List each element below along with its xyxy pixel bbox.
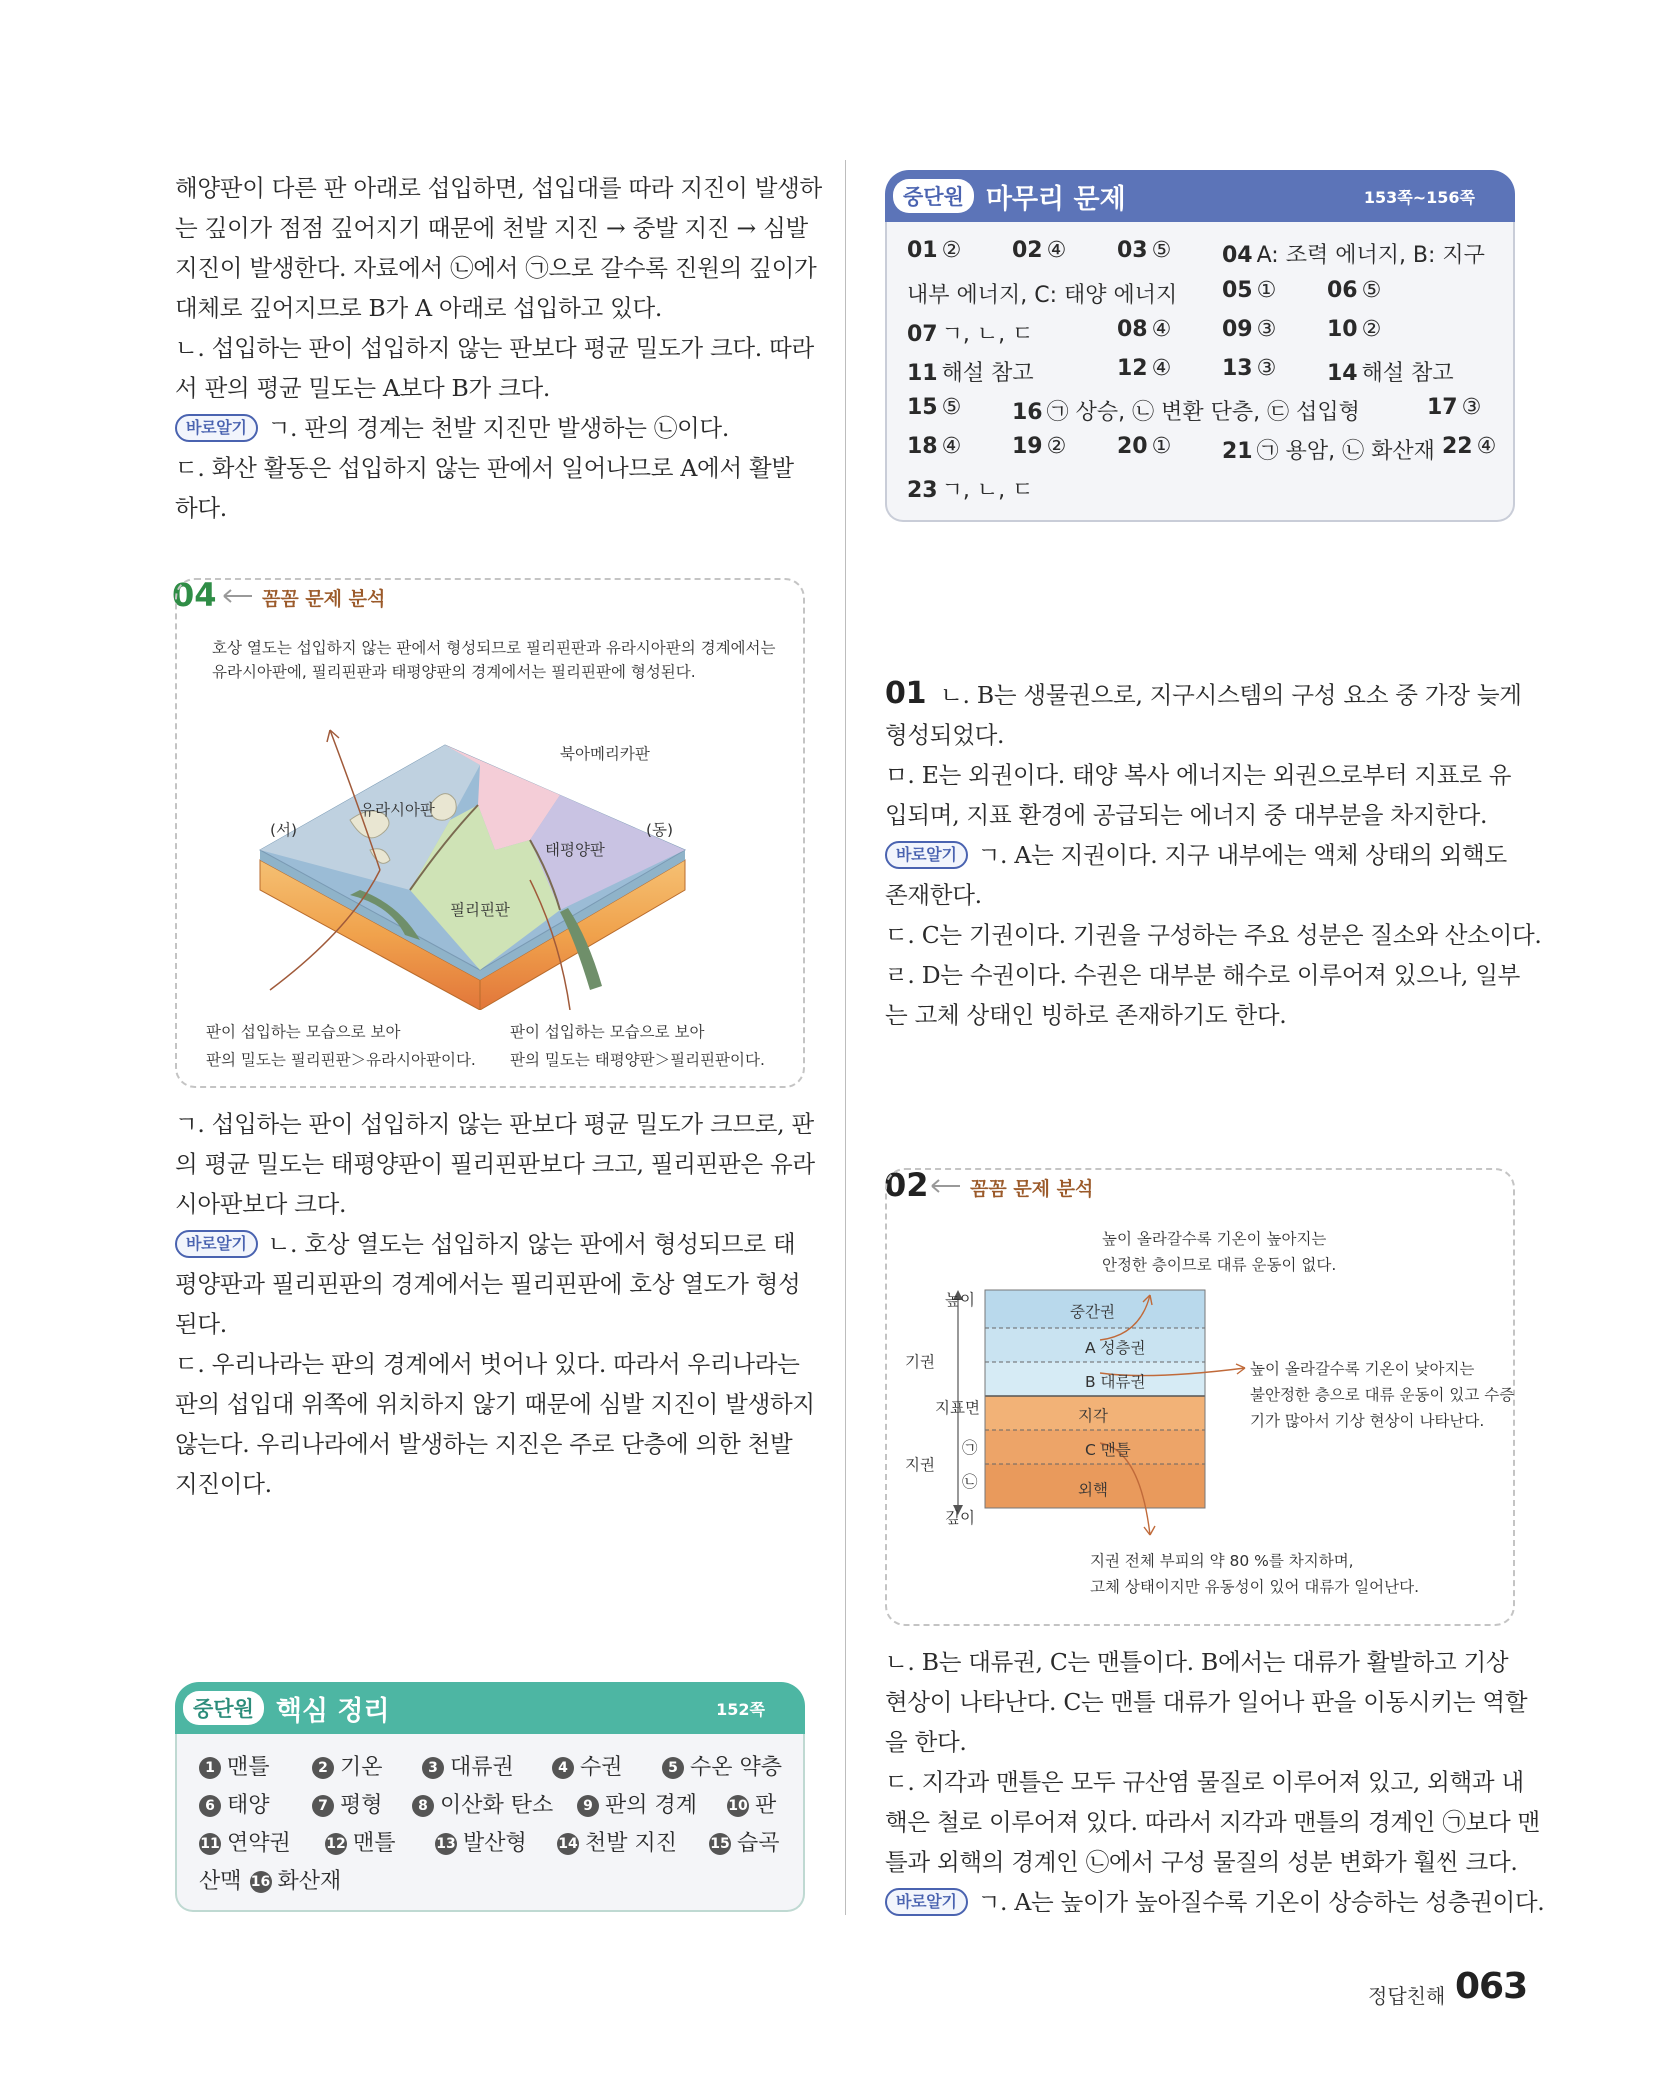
q02-pill-arrow bbox=[930, 1176, 964, 1196]
answer-item: 01 ② bbox=[907, 238, 962, 263]
core-item: 7 평형 bbox=[312, 1788, 383, 1819]
layer-label-strato: A 성층권 bbox=[1085, 1339, 1146, 1357]
review-header bbox=[885, 170, 1515, 222]
left-intro-text bbox=[175, 168, 822, 528]
correction-badge: 바로알기 bbox=[885, 1888, 968, 1916]
q01-line: 존재한다. bbox=[885, 881, 982, 909]
answer-item: 13 ③ bbox=[1222, 356, 1277, 381]
core-summary-body bbox=[175, 1734, 805, 1912]
q04-analysis-label: 꼼꼼 문제 분석 bbox=[256, 584, 391, 611]
after-line: 않는다. 우리나라에서 발생하는 지진은 주로 단층에 의한 천발 bbox=[175, 1430, 793, 1458]
footer-label: 정답친해 bbox=[1368, 1984, 1446, 2008]
after-line: 지진이다. bbox=[175, 1470, 272, 1498]
q02-badge-line: 바로알기 ㄱ. A는 높이가 높아질수록 기온이 상승하는 성층권이다. bbox=[885, 1882, 1515, 1922]
q02-bottom-note bbox=[1090, 1548, 1419, 1600]
question-number-01: 01 bbox=[885, 676, 927, 711]
after-line: 의 평균 밀도는 태평양판이 필리핀판보다 크고, 필리핀판은 유라 bbox=[175, 1150, 815, 1178]
core-item: 11 연약권 bbox=[200, 1831, 291, 1856]
core-item: 13 발산형 bbox=[436, 1831, 527, 1856]
q01-line: ㄹ. D는 수권이다. 수권은 대부분 해수로 이루어져 있으나, 일부 bbox=[885, 961, 1521, 989]
intro-line: 지진이 발생한다. 자료에서 ㉡에서 ㉠으로 갈수록 진원의 깊이가 bbox=[175, 254, 817, 282]
q02-after-line: 틀과 외핵의 경계인 ㉡에서 구성 물질의 성분 변화가 훨씬 크다. bbox=[885, 1848, 1518, 1876]
question-number-04: 04 bbox=[172, 576, 217, 614]
answer-item: 03 ⑤ bbox=[1117, 238, 1172, 263]
after-badge-line bbox=[175, 1224, 805, 1264]
q02-after-line: 핵은 철로 이루어져 있다. 따라서 지각과 맨틀의 경계인 ㉠보다 맨 bbox=[885, 1808, 1540, 1836]
review-pages: 153쪽~156쪽 bbox=[1363, 187, 1475, 207]
correction-badge: 바로알기 bbox=[885, 841, 968, 869]
layer-label-core: 외핵 bbox=[1078, 1481, 1108, 1499]
layer-label-meso: 중간권 bbox=[1070, 1303, 1115, 1321]
core-item: 산맥 16 화산재 bbox=[199, 1869, 342, 1894]
answer-item: 20 ① bbox=[1117, 434, 1172, 459]
left-after-text bbox=[175, 1104, 815, 1504]
question-number-02: 02 bbox=[884, 1166, 929, 1204]
note-line: 높이 올라갈수록 기온이 높아지는 bbox=[1102, 1230, 1327, 1248]
q02-after-line: ㄴ. B는 대류권, C는 맨틀이다. B에서는 대류가 활발하고 기상 bbox=[885, 1648, 1509, 1676]
axis-atmosphere: 기권 bbox=[905, 1353, 935, 1371]
intro-line: 는 깊이가 점점 깊어지기 때문에 천발 지진 → 중발 지진 → 심발 bbox=[175, 214, 808, 242]
core-item: 12 맨틀 bbox=[326, 1831, 396, 1856]
unit-tag: 중단원 bbox=[893, 179, 974, 213]
core-item: 9 판의 경계 bbox=[577, 1788, 697, 1819]
review-title: 마무리 문제 bbox=[985, 183, 1126, 215]
label-north-america: 북아메리카판 bbox=[560, 745, 650, 763]
after-line: 시아판보다 크다. bbox=[175, 1190, 347, 1218]
boundary-mark-a: ㉠ bbox=[962, 1439, 978, 1457]
answer-item: 21 ㉠ 용암, ㉡ 화산재 bbox=[1222, 439, 1435, 464]
axis-height: 높이 bbox=[945, 1291, 975, 1309]
core-summary-pages: 152쪽 bbox=[716, 1699, 765, 1719]
q02-right-note bbox=[1250, 1356, 1514, 1434]
label-west: (서) bbox=[270, 821, 298, 839]
answer-item: 14 해설 참고 bbox=[1327, 361, 1454, 386]
core-item: 1 맨틀 bbox=[199, 1750, 270, 1781]
answer-item: 17 ③ bbox=[1427, 395, 1482, 420]
answer-item: 04 A: 조력 에너지, B: 지구 bbox=[1222, 243, 1485, 268]
correction-badge: 바로알기 bbox=[175, 414, 258, 442]
note-line: 기가 많아서 기상 현상이 나타난다. bbox=[1250, 1412, 1485, 1430]
q02-after-text bbox=[885, 1642, 1545, 1922]
q02-top-note bbox=[1102, 1226, 1336, 1278]
core-summary-title: 핵심 정리 bbox=[275, 1695, 390, 1727]
q01-line: 는 고체 상태인 빙하로 존재하기도 한다. bbox=[885, 1001, 1287, 1029]
q04-caption-line: 유라시아판에, 필리핀판과 태평양판의 경계에서는 필리핀판에 형성된다. bbox=[212, 663, 696, 681]
answer-item: 18 ④ bbox=[907, 434, 962, 459]
q01-line: ㄷ. C는 기권이다. 기권을 구성하는 주요 성분은 질소와 산소이다. bbox=[885, 921, 1542, 949]
page-number: 063 bbox=[1455, 1966, 1528, 2007]
q01-first-line: 01 ㄴ. B는 생물권으로, 지구시스템의 구성 요소 중 가장 늦게 bbox=[885, 676, 1522, 711]
after-line: ㄷ. 우리나라는 판의 경계에서 벗어나 있다. 따라서 우리나라는 bbox=[175, 1350, 800, 1378]
axis-geosphere: 지권 bbox=[905, 1456, 935, 1474]
note-line: 높이 올라갈수록 기온이 낮아지는 bbox=[1250, 1360, 1475, 1378]
intro-badge-line bbox=[175, 408, 805, 448]
label-east: (동) bbox=[646, 821, 674, 839]
answer-item: 10 ② bbox=[1327, 317, 1382, 342]
q01-text bbox=[885, 674, 1542, 1035]
intro-line: ㄷ. 화산 활동은 섭입하지 않는 판에서 일어나므로 A에서 활발 bbox=[175, 454, 794, 482]
core-item: 4 수권 bbox=[552, 1750, 623, 1781]
intro-line: ㄴ. 섭입하는 판이 섭입하지 않는 판보다 평균 밀도가 크다. 따라 bbox=[175, 334, 814, 362]
answer-item: 09 ③ bbox=[1222, 317, 1277, 342]
core-item: 8 이산화 탄소 bbox=[412, 1788, 553, 1819]
answer-item: 22 ④ bbox=[1442, 434, 1497, 459]
core-item: 6 태양 bbox=[199, 1788, 270, 1819]
after-line: 평양판과 필리핀판의 경계에서는 필리핀판에 호상 열도가 형성 bbox=[175, 1270, 801, 1298]
column-divider bbox=[845, 160, 846, 1915]
q01-badge-line: 바로알기 ㄱ. A는 지권이다. 지구 내부에는 액체 상태의 외핵도 bbox=[885, 835, 1515, 875]
q02-after-line: 을 한다. bbox=[885, 1728, 967, 1756]
q04-note-left bbox=[206, 1018, 476, 1074]
q01-line: 형성되었다. bbox=[885, 721, 1005, 749]
core-item: 15 습곡 bbox=[710, 1831, 780, 1856]
label-philippine: 필리핀판 bbox=[450, 901, 510, 919]
note-line: 안정한 층이므로 대류 운동이 없다. bbox=[1102, 1256, 1337, 1274]
answer-item: 15 ⑤ bbox=[907, 395, 962, 420]
answer-item: 12 ④ bbox=[1117, 356, 1172, 381]
q01-line: ㅁ. E는 외권이다. 태양 복사 에너지는 외권으로부터 지표로 유 bbox=[885, 761, 1512, 789]
q04-caption bbox=[212, 636, 775, 684]
note-line: 판의 밀도는 태평양판＞필리핀판이다. bbox=[510, 1051, 765, 1069]
intro-line: 서 판의 평균 밀도는 A보다 B가 크다. bbox=[175, 374, 551, 402]
unit-tag: 중단원 bbox=[183, 1691, 264, 1725]
q02-after-line: 현상이 나타난다. C는 맨틀 대류가 일어나 판을 이동시키는 역할 bbox=[885, 1688, 1528, 1716]
q02-analysis-label: 꼼꼼 문제 분석 bbox=[964, 1174, 1099, 1201]
answer-item: 05 ① bbox=[1222, 278, 1277, 303]
intro-line: 대체로 깊어지므로 B가 A 아래로 섭입하고 있다. bbox=[175, 294, 663, 322]
core-item: 5 수온 약층 bbox=[662, 1750, 782, 1781]
answer-item: 02 ④ bbox=[1012, 238, 1067, 263]
review-body bbox=[885, 222, 1515, 522]
note-line: 불안정한 층으로 대류 운동이 있고 수증 bbox=[1250, 1386, 1515, 1404]
after-line: 판의 섭입대 위쪽에 위치하지 않기 때문에 심발 지진이 발생하지 bbox=[175, 1390, 815, 1418]
note-line: 판의 밀도는 필리핀판＞유라시아판이다. bbox=[206, 1051, 476, 1069]
layer-label-tropo: B 대류권 bbox=[1085, 1373, 1146, 1391]
q02-after-line: ㄷ. 지각과 맨틀은 모두 규산염 물질로 이루어져 있고, 외핵과 내 bbox=[885, 1768, 1524, 1796]
q04-note-right bbox=[510, 1018, 765, 1074]
axis-depth: 깊이 bbox=[945, 1509, 975, 1527]
core-item: 14 천발 지진 bbox=[558, 1831, 678, 1856]
q04-pill-arrow bbox=[222, 586, 256, 606]
layer-label-crust: 지각 bbox=[1078, 1407, 1108, 1425]
q04-caption-line: 호상 열도는 섭입하지 않는 판에서 형성되므로 필리핀판과 유라시아판의 경계에서는 bbox=[212, 639, 776, 657]
core-item: 10 판 bbox=[728, 1793, 777, 1818]
boundary-mark-b: ㉡ bbox=[962, 1473, 978, 1491]
note-line: 고체 상태이지만 유동성이 있어 대류가 일어난다. bbox=[1090, 1578, 1420, 1596]
after-line: 된다. bbox=[175, 1310, 227, 1338]
after-line: ㄱ. 섭입하는 판이 섭입하지 않는 판보다 평균 밀도가 크므로, 판 bbox=[175, 1110, 814, 1138]
label-eurasia: 유라시아판 bbox=[360, 801, 435, 819]
layer-label-mantle: C 맨틀 bbox=[1085, 1441, 1131, 1459]
intro-line: 하다. bbox=[175, 494, 227, 522]
answer-item: 16 ㉠ 상승, ㉡ 변환 단층, ㉢ 섭입형 bbox=[1012, 400, 1360, 425]
label-pacific: 태평양판 bbox=[545, 841, 605, 859]
core-item: 2 기온 bbox=[312, 1750, 383, 1781]
answer-item: 19 ② bbox=[1012, 434, 1067, 459]
note-line: 지권 전체 부피의 약 80 %를 차지하며, bbox=[1090, 1552, 1354, 1570]
answer-item: 07 ㄱ, ㄴ, ㄷ bbox=[907, 322, 1034, 347]
core-item: 3 대류권 bbox=[422, 1750, 514, 1781]
answer-item: 06 ⑤ bbox=[1327, 278, 1382, 303]
after-badge-text: ㄴ. 호상 열도는 섭입하지 않는 판에서 형성되므로 태 bbox=[267, 1230, 796, 1258]
answer-item: 내부 에너지, C: 태양 에너지 bbox=[907, 283, 1178, 308]
core-summary-header bbox=[175, 1682, 805, 1734]
note-line: 판이 섭입하는 모습으로 보아 bbox=[510, 1023, 705, 1041]
answer-item: 08 ④ bbox=[1117, 317, 1172, 342]
intro-line: 해양판이 다른 판 아래로 섭입하면, 섭입대를 따라 지진이 발생하 bbox=[175, 174, 822, 202]
intro-badge-text: ㄱ. 판의 경계는 천발 지진만 발생하는 ㉡이다. bbox=[267, 414, 730, 442]
q01-line: 입되며, 지표 환경에 공급되는 에너지 중 대부분을 차지한다. bbox=[885, 801, 1488, 829]
plate-boundary-diagram bbox=[230, 690, 710, 1010]
note-line: 판이 섭입하는 모습으로 보아 bbox=[206, 1023, 401, 1041]
axis-surface: 지표면 bbox=[935, 1399, 980, 1417]
answer-item: 11 해설 참고 bbox=[907, 361, 1034, 386]
correction-badge: 바로알기 bbox=[175, 1230, 258, 1258]
answer-item: 23 ㄱ, ㄴ, ㄷ bbox=[907, 478, 1034, 503]
